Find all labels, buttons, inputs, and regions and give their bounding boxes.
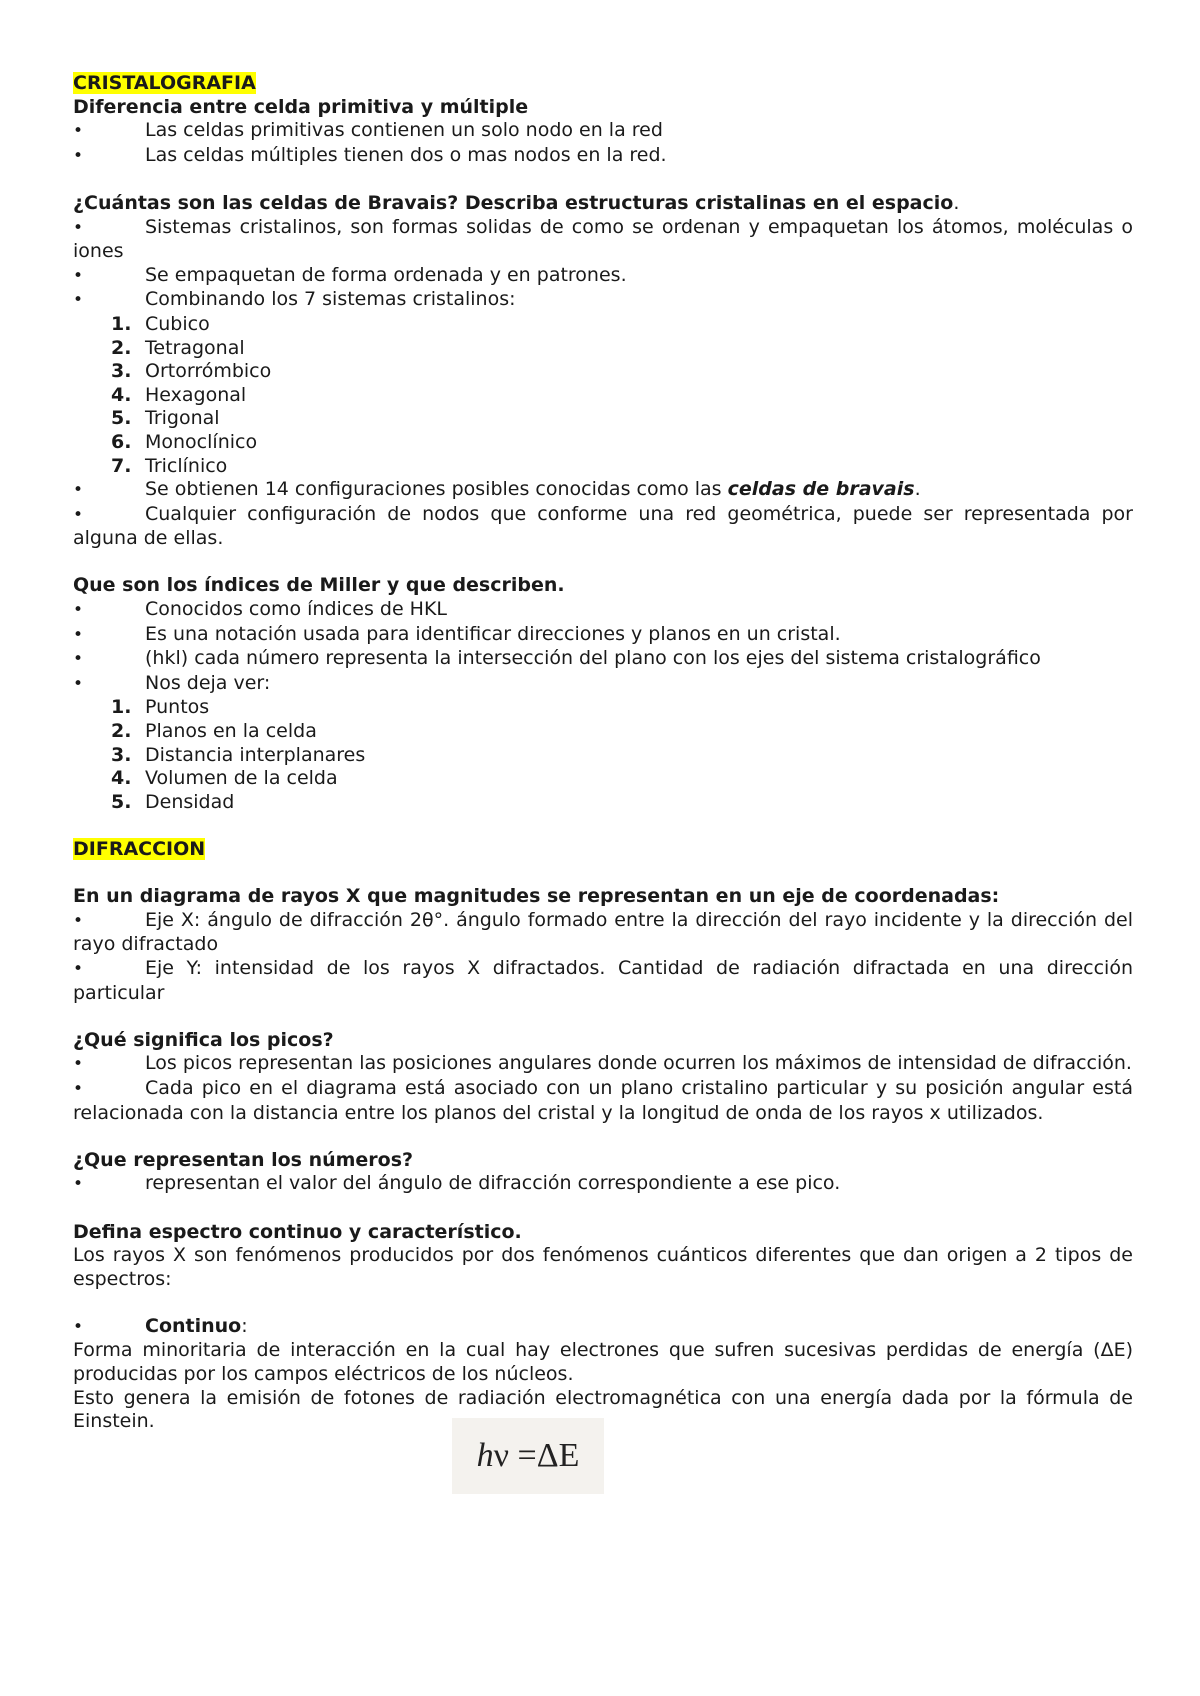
numbered-item: 2. Planos en la celda (111, 720, 317, 743)
list-item: • Eje Y: intensidad de los rayos X difractados. Cantidad de radiación difractada en una dirección particular (73, 956, 1133, 1004)
crystal-systems-list (73, 313, 1133, 478)
question-heading: Diferencia entre celda primitiva y múltiple (73, 95, 529, 118)
list-item: • (hkl) cada número representa la intersección del plano con los ejes del sistema cristalográfico (73, 647, 1041, 670)
question-heading: ¿Cuántas son las celdas de Bravais? Describa estructuras cristalinas en el espacio. (73, 191, 960, 214)
document-page (73, 72, 1133, 1434)
list-item: • Las celdas primitivas contienen un solo nodo en la red (73, 119, 663, 142)
list-item: • Cualquier configuración de nodos que conforme una red geométrica, puede ser representada por alguna de ellas. (73, 502, 1133, 550)
numbered-item: 4. Hexagonal (111, 383, 247, 406)
list-item: • Eje X: ángulo de difracción 2θ°. ángulo formado entre la dirección del rayo incidente y la dirección del rayo difractado (73, 908, 1133, 956)
numbered-item: 3. Ortorrómbico (111, 360, 272, 383)
list-item: • Se obtienen 14 configuraciones posibles conocidas como las celdas de bravais. (73, 478, 921, 501)
paragraph: Esto genera la emisión de fotones de radiación electromagnética con una energía dada por la fórmula de Einstein. (73, 1386, 1133, 1433)
paragraph: Los rayos X son fenómenos producidos por dos fenómenos cuánticos diferentes que dan origen a 2 tipos de espectros: (73, 1244, 1133, 1290)
question-heading: ¿Qué significa los picos? (73, 1028, 334, 1051)
list-item: • Conocidos como índices de HKL (73, 598, 448, 621)
numbered-item: 7. Triclínico (111, 454, 228, 477)
list-item: • Sistemas cristalinos, son formas solidas de como se ordenan y empaquetan los átomos, moléculas o iones (73, 215, 1133, 263)
numbered-item: 6. Monoclínico (111, 430, 258, 453)
question-heading: Que son los índices de Miller y que describen. (73, 574, 565, 597)
list-item: • Combinando los 7 sistemas cristalinos: (73, 288, 516, 311)
list-item: • Es una notación usada para identificar direcciones y planos en un cristal. (73, 622, 841, 645)
numbered-item: 5. Trigonal (111, 407, 220, 430)
question-heading: ¿Que representan los números? (73, 1148, 414, 1171)
miller-list (73, 696, 1133, 814)
numbered-item: 5. Densidad (111, 790, 235, 813)
einstein-formula-image: h ν =ΔE (452, 1418, 604, 1494)
list-item: • Los picos representan las posiciones angulares donde ocurren los máximos de intensidad de difracción. (73, 1052, 1132, 1075)
list-item: • representan el valor del ángulo de difracción correspondiente a ese pico. (73, 1172, 841, 1195)
list-item: • Nos deja ver: (73, 671, 271, 694)
numbered-item: 4. Volumen de la celda (111, 767, 338, 790)
numbered-item: 2. Tetragonal (111, 336, 245, 359)
numbered-item: 3. Distancia interplanares (111, 743, 366, 766)
list-item: • Continuo: (73, 1314, 248, 1337)
question-heading: En un diagrama de rayos X que magnitudes se representan en un eje de coordenadas: (73, 885, 1000, 908)
list-item: • Cada pico en el diagrama está asociado con un plano cristalino particular y su posición angular está relacionada con la distancia entre los planos del cristal y la longitud de onda de los rayos x utilizados. (73, 1076, 1133, 1124)
list-item: • Se empaquetan de forma ordenada y en patrones. (73, 263, 627, 286)
section-title-difraccion: DIFRACCION (73, 838, 206, 860)
numbered-item: 1. Puntos (111, 696, 210, 719)
numbered-item: 1. Cubico (111, 312, 210, 335)
question-heading: Defina espectro continuo y característico. (73, 1220, 522, 1243)
paragraph: Forma minoritaria de interacción en la cual hay electrones que sufren sucesivas perdidas de energía (ΔE) producidas por los campos eléctricos de los núcleos. (73, 1339, 1133, 1386)
section-title-cristalografia: CRISTALOGRAFIA (73, 72, 256, 94)
list-item: • Las celdas múltiples tienen dos o mas nodos en la red. (73, 143, 667, 166)
